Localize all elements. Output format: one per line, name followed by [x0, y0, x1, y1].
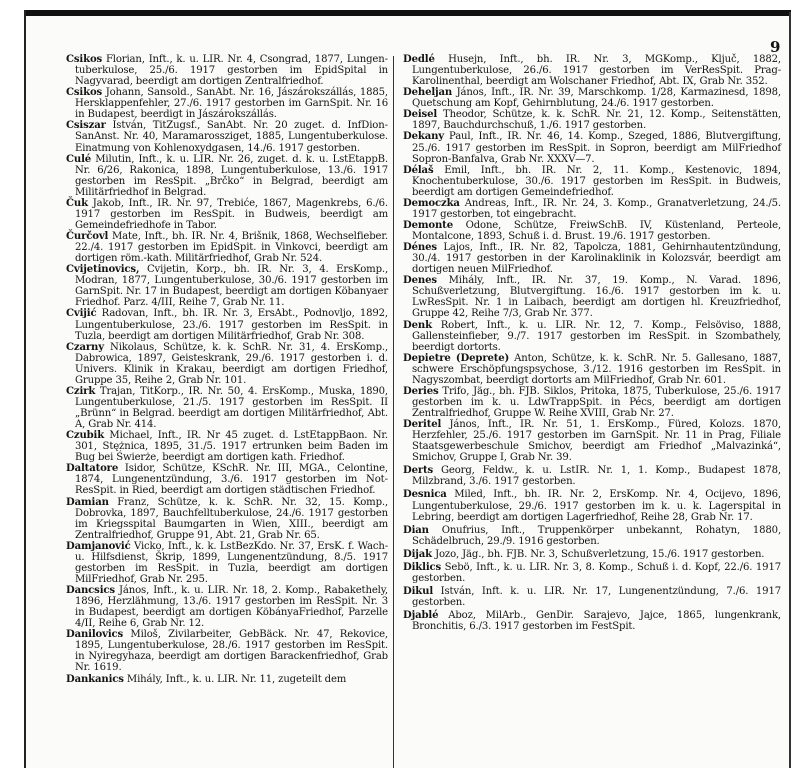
entry-surname: Csikos	[66, 87, 103, 99]
entry-surname: Cvijetinovics,	[66, 264, 140, 276]
entry-surname: Dénes	[403, 242, 437, 254]
register-entry	[66, 87, 388, 120]
entry-surname: Desnica	[403, 489, 447, 501]
entry-details: Franz, Schütze, k. k. SchR. Nr. 32, 15. Komp., Dobrovka, 1897, Bauchfelltuberkulose, 24./6. 1917 gestorben im Kriegsspital Baumgarten in Wien, XIII., beerdigt am Zentralfriedhof, Gruppe 91, Abt. 21, Grab Nr. 65.	[75, 496, 388, 541]
entry-details: János, Inft., IR. Nr. 51, 1. ErsKomp., Füred, Kolozs. 1870, Herzfehler, 25./6. 1917 gestorben im GarnSpit. Nr. 11 in Prag, Filiale Staatsgewerbeschule Smichov, beerdigt am Friedhof „Malvazinká“, Smichov, Gruppe I, Grab Nr. 39.	[412, 419, 781, 464]
right-page-border	[789, 12, 791, 768]
register-entry	[403, 562, 781, 584]
entry-surname: Derts	[403, 465, 434, 477]
entry-surname: Csiszar	[66, 120, 106, 132]
entry-details: Radovan, Inft., bh. IR. Nr. 3, ErsAbt., Podnovljo, 1892, Lungentuberkulose, 23./6. 1917 gestorben im ResSpit. in Tuzla, beerdigt am dortigen Militärfriedhof, Grab Nr. 308.	[75, 308, 388, 342]
register-entry	[66, 629, 388, 673]
register-entry	[66, 154, 388, 198]
register-entry	[66, 463, 388, 496]
register-entry	[403, 54, 781, 87]
register-entry	[66, 674, 388, 685]
entry-details: Michael, Inft., IR. Nr 45 zuget. d. LstEtappBaon. Nr. 301, Stężnica, 1895, 31./5. 1917 ertrunken beim Baden im Bug bei Świerże, beerdigt am dortigen kath. Friedhof.	[75, 430, 388, 464]
entry-details: Robert, Inft., k. u. LIR. Nr. 12, 7. Komp., Felsöviso, 1888, Gallensteinfieber, 9./7. 1917 gestorben im ResSpit. in Szombathely, beerdigt dortorts.	[412, 319, 781, 353]
entry-details: Andreas, Inft., IR. Nr. 24, 3. Komp., Granatverletzung, 24./5. 1917 gestorben, tot eingebracht.	[412, 197, 781, 220]
entry-details: István, Inft. k. u. LIR. Nr. 17, Lungenentzündung, 7./6. 1917 gestorben.	[412, 585, 781, 608]
register-entry	[403, 220, 781, 242]
register-entry	[403, 242, 781, 275]
entry-surname: Czarny	[66, 341, 104, 353]
register-entry	[66, 497, 388, 541]
entry-details: Georg, Feldw., k. u. LstIR. Nr. 1, 1. Komp., Budapest 1878, Milzbrand, 3./6. 1917 gestorben.	[412, 465, 781, 488]
entry-surname: Čurčovl	[66, 231, 109, 242]
entry-details: Paul, Inft., IR. Nr. 46, 14. Komp., Szeged, 1886, Blutvergiftung, 25./6. 1917 gestorben im ResSpit. in Sopron, beerdigt am MilFriedhof Sopron-Banfalva, Grab Nr. XXXV—7.	[412, 131, 781, 165]
entry-surname: Dian	[403, 524, 429, 536]
register-entry	[66, 585, 388, 629]
register-entry	[403, 109, 781, 131]
register-entry	[66, 342, 388, 386]
entry-details: Jakob, Inft., IR. Nr. 97, Trebiće, 1867, Magenkrebs, 6./6. 1917 gestorben im ResSpit. in Budweis, beerdigt am Gemeindefriedhofe in Tabor.	[75, 197, 388, 231]
entry-surname: Damian	[66, 496, 109, 508]
entry-details: Odone, Schütze, FreiwSchB. IV, Küstenland, Perteole, Montalcone, 1893, Schuß i. d. Brust. 19./6. 1917 gestorben.	[412, 219, 781, 242]
entry-surname: Danilovics	[66, 629, 124, 641]
entry-surname: Czirk	[66, 385, 96, 397]
entry-surname: Dekany	[403, 131, 445, 143]
register-entry	[403, 198, 781, 220]
right-column	[403, 54, 781, 632]
register-entry	[66, 308, 388, 341]
left-scan-edge	[24, 10, 26, 768]
entry-surname: Culé	[66, 153, 92, 165]
entry-details: Trajan, TitKorp., IR. Nr. 50, 4. ErsKomp., Muska, 1890, Lungentuberkulose, 21./5. 1917 gestorben im ResSpit. II „Brünn“ in Belgrad. beerdigt am dortigen Militärfriedhof, Abt. A, Grab Nr. 414.	[75, 385, 388, 431]
register-entry	[403, 320, 781, 353]
register-entry	[66, 430, 388, 463]
entry-surname: Daltatore	[66, 463, 119, 475]
entry-surname: Denk	[403, 319, 432, 331]
column-divider	[393, 56, 394, 768]
left-column	[66, 54, 388, 685]
register-entry	[403, 419, 781, 463]
entry-details: Mihály, Inft., k. u. LIR. Nr. 11, zugeteilt dem	[123, 673, 347, 685]
register-entry	[403, 489, 781, 522]
top-scan-edge	[25, 10, 791, 16]
entry-details: Aboz, MilArb., GenDir. Sarajevo, Jajce, 1865, lungenkrank, Bronchitis, 6./3. 1917 gestorben im FestSpit.	[412, 610, 781, 633]
register-entry	[403, 465, 781, 487]
entry-details: Florian, Inft., k. u. LIR. Nr. 4, Csongrad, 1877, Lungentuberkulose, 25./6. 1917 gestorben im EpidSpital in Nagyvarad, beerdigt am dortigen Zentralfriedhof.	[75, 54, 388, 88]
register-entry	[403, 131, 781, 164]
entry-details: Cvijetin, Korp., bh. IR. Nr. 3, 4. ErsKomp., Modran, 1877, Lungentuberkulose, 30./6. 1917 gestorben im GarnSpit. Nr. 17 in Budapest, beerdigt am dortigen Köbanyaer Friedhof. Parz. 4/III, Reihe 7, Grab Nr. 11.	[75, 264, 389, 309]
register-entry	[403, 549, 781, 560]
entry-details: Mate, Inft., bh. IR. Nr. 4, Brišnik, 1868, Wechselfieber. 22./4. 1917 gestorben im EpidSpit. in Vinkovci, beerdigt am dortigen röm.-kath. Militärfriedhof, Grab Nr. 524.	[75, 231, 388, 265]
register-entry	[403, 275, 781, 319]
entry-details: Jozo, Jäg., bh. FJB. Nr. 3, Schußverletzung, 15./6. 1917 gestorben.	[432, 548, 765, 560]
register-entry	[403, 586, 781, 608]
entry-surname: Damjanović	[66, 540, 131, 552]
entry-surname: Dankanics	[66, 673, 124, 685]
entry-details: Nikolaus, Schütze, k. k. SchR. Nr. 31, 4. ErsKomp., Dabrowica, 1897, Geisteskrank, 29./6. 1917 gestorben i. d. Univers. Klinik in Krakau, beerdigt am dortigen Friedhof, Gruppe 35, Reihe 2, Grab Nr. 101.	[75, 341, 388, 386]
entry-surname: Czubik	[66, 430, 105, 442]
entry-surname: Demonte	[403, 219, 453, 231]
entry-surname: Deheljan	[403, 87, 453, 99]
register-entry	[403, 87, 781, 109]
entry-details: Isidor, Schütze, KSchR. Nr. III, MGA., Celontine, 1874, Lungenentzündung, 3./6. 1917 gestorben im NotResSpit. in Ried, beerdigt am dortigen städtischen Friedhof.	[75, 463, 388, 497]
entry-details: Milutin, Inft., k. u. LIR. Nr. 26, zuget. d. k. u. LstEtappB. Nr. 6/26, Rakonica, 1898, Lungentuberkulose, 13./6. 1917 gestorben im ResSpit. „Brčko“ in Belgrad, beerdigt am Militärfriedhof in Belgrad.	[75, 153, 388, 198]
entry-surname: Dikul	[403, 585, 434, 597]
register-entry	[66, 120, 388, 153]
register-entry	[403, 610, 781, 632]
register-entry	[66, 54, 388, 87]
entry-surname: Csikos	[66, 54, 103, 65]
entry-details: Trifo, Jäg., bh. FJB. Siklos, Pritoka, 1875, Tuberkulose, 25./6. 1917 gestorben im k. u. LdwTrappSpit. in Pécs, beerdigt am dortigen Zentralfriedhof, Gruppe W. Reihe XVIII, Grab Nr. 27.	[412, 385, 781, 419]
entry-details: János, Inft., IR. Nr. 39, Marschkomp. 1/28, Karmazinesd, 1898, Quetschung am Kopf, Gehirnblutung, 24./6. 1917 gestorben.	[412, 87, 781, 110]
entry-surname: Deritel	[403, 419, 442, 431]
entry-surname: Denes	[403, 275, 437, 287]
register-entry	[66, 198, 388, 231]
entry-surname: Dancsics	[66, 585, 115, 596]
entry-surname: Cvijić	[66, 308, 97, 320]
entry-details: Miled, Inft., bh. IR. Nr. 2, ErsKomp. Nr. 4, Ocijevo, 1896, Lungentuberkulose, 29./6. 1917 gestorben im k. u. k. Lagerspital in Lebring, beerdigt am dortigen Lagerfriedhof, Reihe 28, Grab Nr. 17.	[412, 489, 781, 523]
register-entry	[403, 525, 781, 547]
register-entry	[66, 386, 388, 430]
entry-surname: Dedlé	[403, 54, 435, 65]
entry-surname: Deries	[403, 385, 439, 397]
entry-surname: Deisel	[403, 109, 438, 121]
register-entry	[403, 165, 781, 198]
entry-details: János, Inft., k. u. LIR. Nr. 18, 2. Komp., Rabakethely, 1896, Herzlähmung, 13./6. 1917 gestorben im ResSpit. Nr. 3 in Budapest, beerdigt am dortigen KöbányaFriedhof, Parzelle 4/II, Reihe 6, Grab Nr. 12.	[75, 585, 388, 630]
entry-details: Johann, Sansold., SanAbt. Nr. 16, Jászárokszállás, 1885, Hersklappenfehler, 27./6. 1917 gestorben im GarnSpit. Nr. 16 in Budapest, beerdigt in Jászárokszállás.	[75, 87, 388, 121]
entry-details: István, TitZugsf., SanAbt. Nr. 20 zuget. d. InfDionSanAnst. Nr. 40, Maramarossziget, 1885, Lungentuberkulose. Einatmung von Kohlenoxydgasen, 14./6. 1917 gestorben.	[75, 120, 388, 154]
entry-details: Emil, Inft., bh. IR. Nr. 2, 11. Komp., Kestenovic, 1894, Knochentuberkulose, 30./6. 1917 gestorben im ResSpit. in Budweis, beerdigt am dortigen Gemeindefriedhof.	[412, 164, 781, 198]
page-number: 9	[770, 38, 781, 56]
entry-surname: Depietre (Deprete)	[403, 352, 510, 364]
entry-details: Miloš, Zivilarbeiter, GebBäck. Nr. 47, Rekovice, 1895, Lungentuberkulose, 28./6. 1917 gestorben im ResSpit. in Nyiregyhaza, beerdigt am dortigen Barackenfriedhof, Grab Nr. 1619.	[75, 629, 388, 674]
entry-details: Anton, Schütze, k. k. SchR. Nr. 5. Gallesano, 1887, schwere Erschöpfungspsychose, 3./12. 1916 gestorben im ResSpit. in Nagyszombat, beerdigt dortorts am MilFriedhof, Grab Nr. 601.	[412, 352, 781, 386]
entry-surname: Diklics	[403, 561, 442, 573]
entry-details: Husejn, Inft., bh. IR. Nr. 3, MGKomp., Ključ, 1882, Lungentuberkulose, 26./6. 1917 gestorben im VerResSpit. Prag-Karolinenthal, beerdigt am Wolschaner Friedhof, Abt. IX, Grab Nr. 352.	[412, 54, 781, 88]
register-entry	[66, 541, 388, 585]
entry-details: Sebö, Inft., k. u. LIR. Nr. 3, 8. Komp., Schuß i. d. Kopf, 22./6. 1917 gestorben.	[412, 561, 781, 584]
register-entry	[403, 353, 781, 386]
entry-details: Vicko, Inft., k. k. LstBezKdo. Nr. 37, ErsK. f. Wach- u. Hilfsdienst, Škrip, 1899, Lungenentzündung, 8./5. 1917 gestorben im ResSpit. in Tuzla, beerdigt am dortigen MilFriedhof, Grab Nr. 295.	[75, 540, 388, 585]
entry-surname: Délaš	[403, 164, 434, 176]
entry-details: Theodor, Schütze, k. k. SchR. Nr. 21, 12. Komp., Seitenstätten, 1897, Bauchdurchschuß, 1./6. 1917 gestorben.	[412, 109, 781, 132]
register-entry	[403, 386, 781, 419]
entry-surname: Čuk	[66, 197, 88, 209]
entry-surname: Djablé	[403, 610, 439, 622]
entry-surname: Democzka	[403, 197, 460, 209]
entry-surname: Dijak	[403, 548, 433, 560]
register-entry	[66, 264, 388, 308]
entry-details: Mihály, Inft., IR. Nr. 37, 19. Komp., N. Varad. 1896, Schußverletzung, Blutvergiftung. 16./6. 1917 gestorben im k. u. LwResSpit. Nr. 1 in Laibach, beerdigt am dortigen hl. Kreuzfriedhof, Gruppe 42, Reihe 7/3, Grab Nr. 377.	[412, 275, 781, 320]
entry-details: Onufrius, Inft., Truppenkörper unbekannt, Rohatyn, 1880, Schädelbruch, 29./9. 1916 gestorben.	[412, 524, 781, 547]
register-entry	[66, 231, 388, 264]
entry-details: Lajos, Inft., IR. Nr. 82, Tapolcza, 1881, Gehirnhautentzündung, 30./4. 1917 gestorben in der Karolinaklinik in Kolozsvár, beerdigt am dortigen neuen MilFriedhof.	[412, 242, 781, 276]
